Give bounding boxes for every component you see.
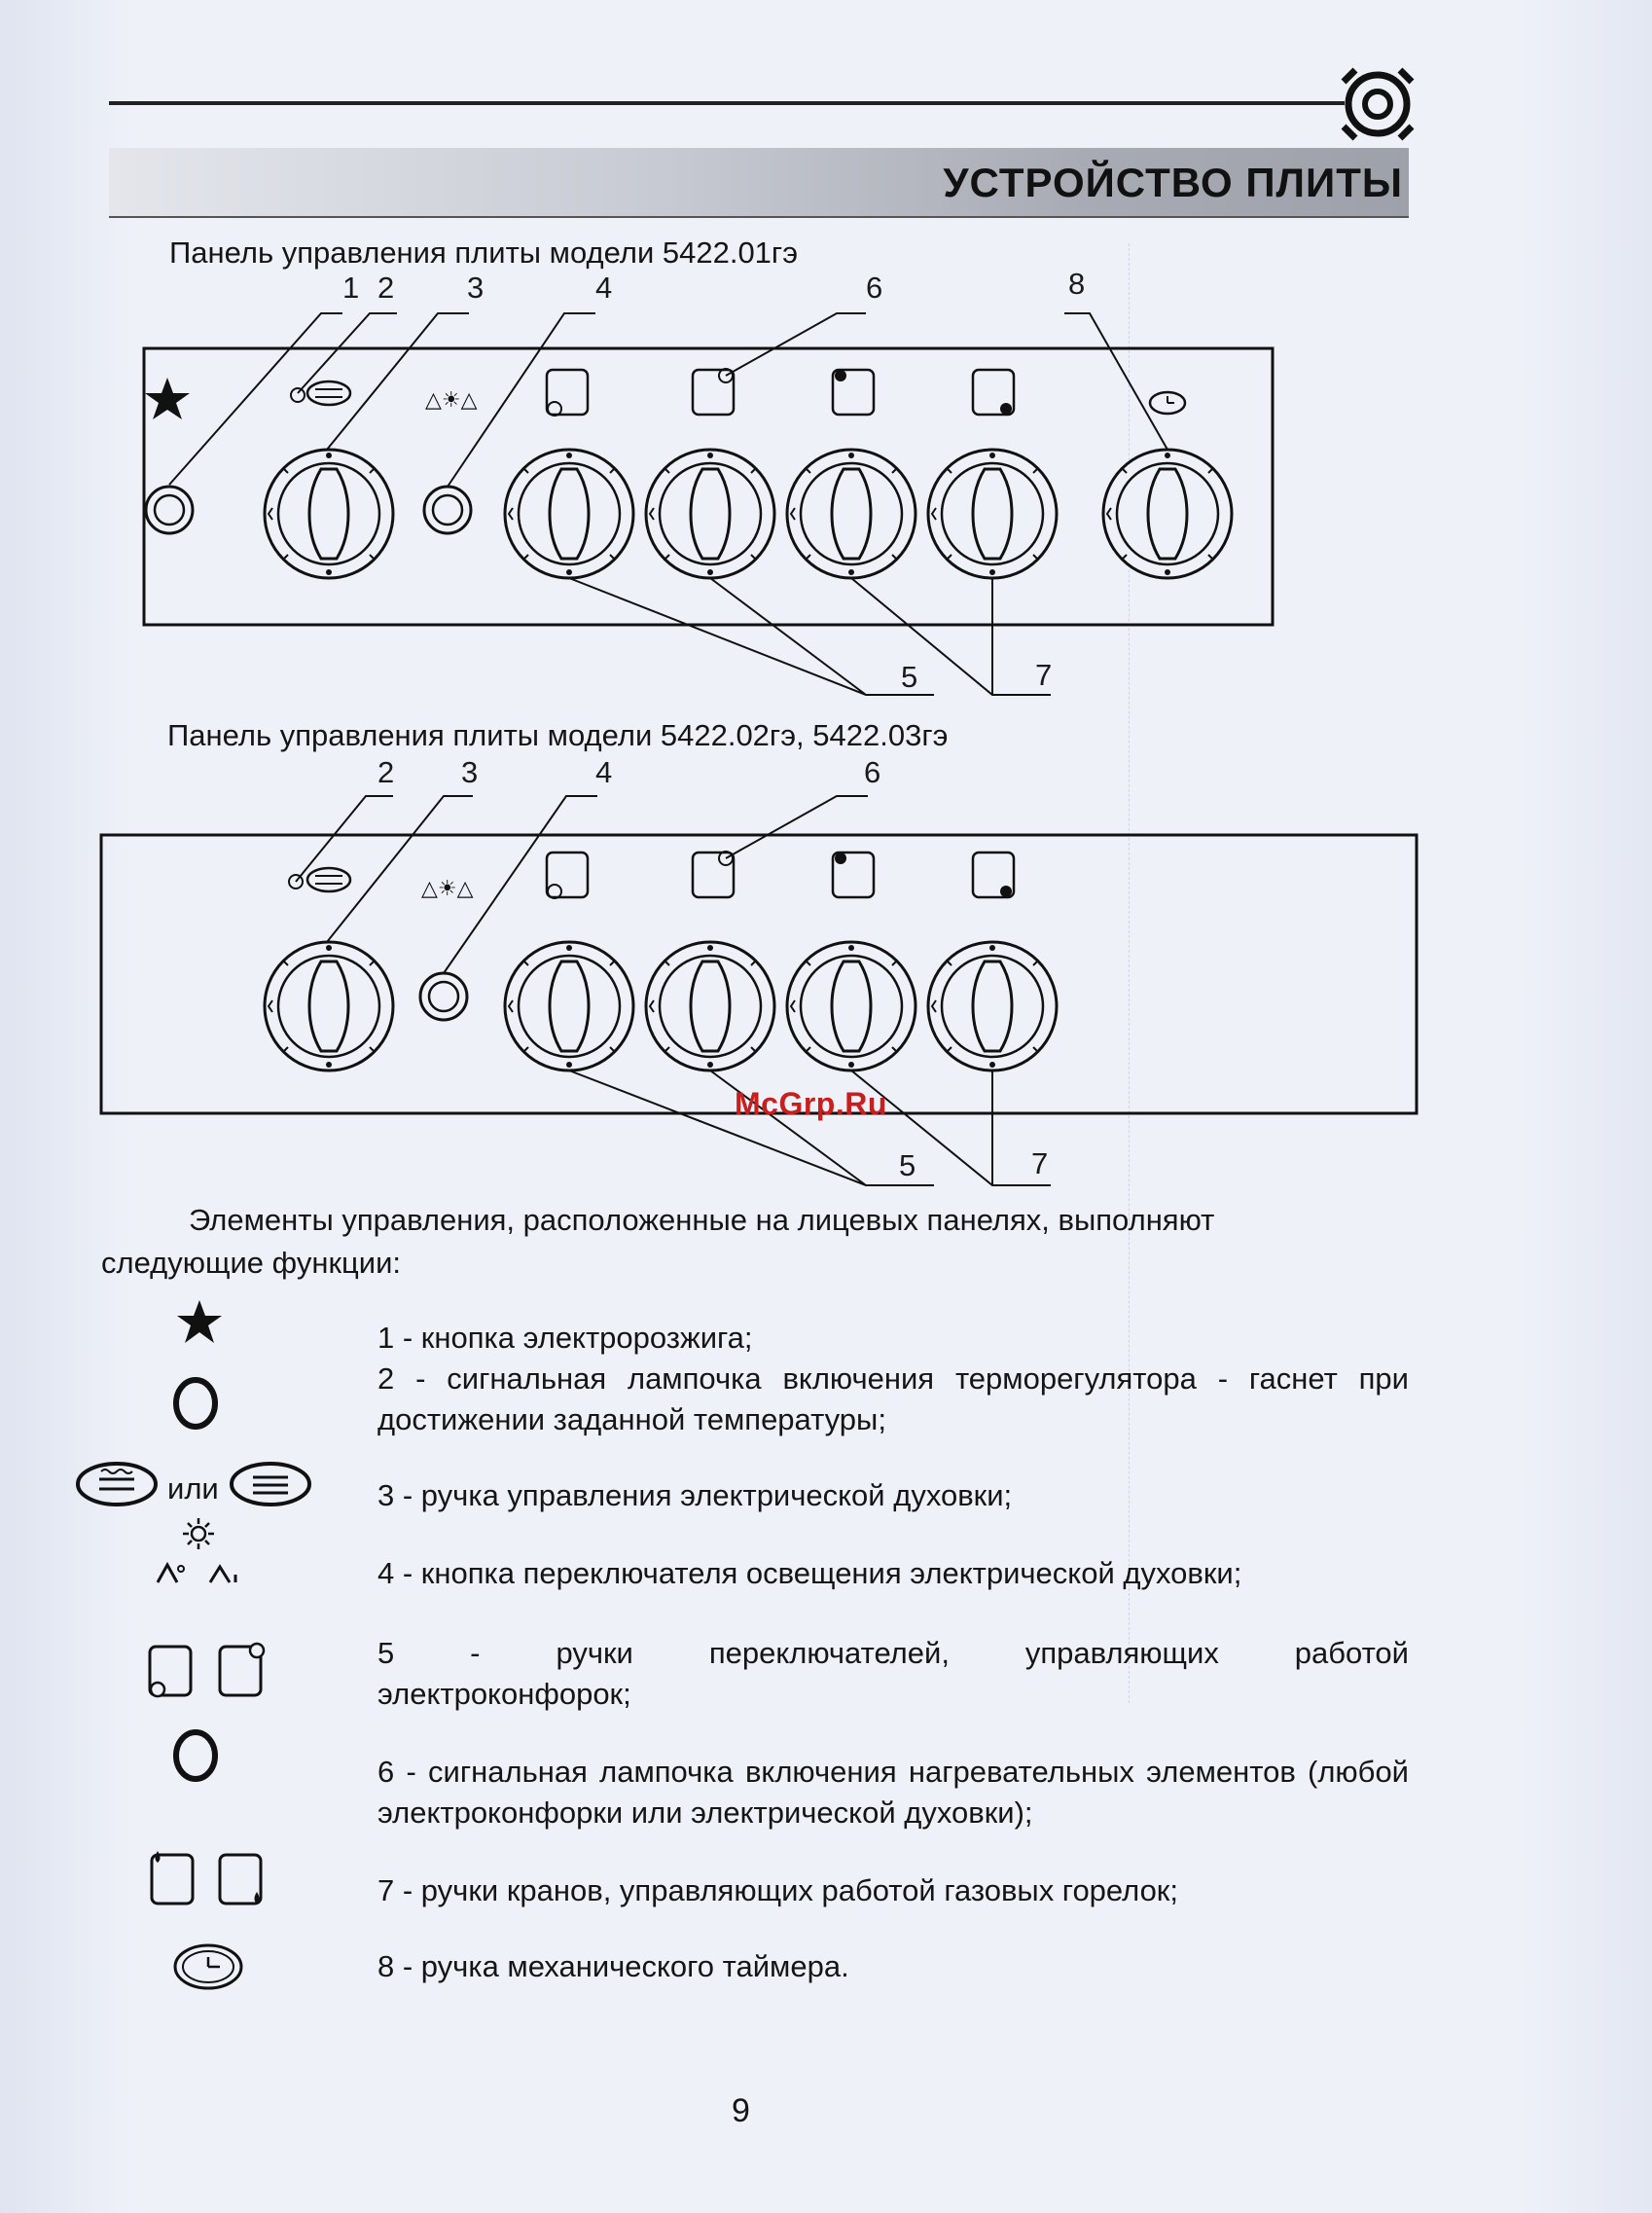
panel2-label-5: 5 [899, 1148, 916, 1182]
watermark-link[interactable]: McGrp.Ru [735, 1086, 887, 1121]
panel2-gas-knob-2 [928, 942, 1057, 1070]
intro-line-2: следующие функции: [101, 1246, 402, 1280]
oven-light-icon [150, 1514, 247, 1586]
panel1-label-8: 8 [1068, 267, 1086, 301]
panel2-oven-knob [265, 942, 393, 1070]
intro-line-1: Элементы управления, расположенные на лицевых панелях, выполняют [189, 1203, 1215, 1237]
hotplate-switch-icon [146, 1639, 272, 1701]
panel1-timer-knob [1103, 450, 1232, 578]
svg-text:△☀△: △☀△ [425, 388, 478, 413]
panel1-label-3: 3 [467, 271, 485, 305]
panel1-label-6: 6 [866, 271, 883, 305]
legend-item-4: 4 - кнопка переключателя освещения электрической духовки; [377, 1556, 1242, 1590]
panel2-hotplate-knob-1 [505, 942, 633, 1070]
page-title: УСТРОЙСТВО ПЛИТЫ [943, 160, 1403, 205]
or-label: или [167, 1471, 219, 1506]
indicator-lamp-icon [171, 1728, 220, 1783]
star-icon [175, 1298, 224, 1347]
panel1-label-5: 5 [901, 660, 918, 694]
gas-tap-icon [146, 1847, 272, 1909]
panel1-caption: Панель управления плиты модели 5422.01гэ [169, 236, 799, 270]
legend-item-6: 6 - сигнальная лампочка включения нагревательных элементов (любой электроконфорки или электрической духовки); [377, 1755, 1409, 1830]
panel2-label-2: 2 [377, 755, 395, 789]
legend-item-2: 2 - сигнальная лампочка включения терморегулятора - гаснет при достижении заданной температуры; [377, 1361, 1409, 1436]
panel1-gas-knob-1 [787, 450, 916, 578]
legend-item-1: 1 - кнопка электророзжига; [377, 1321, 753, 1355]
panel1-hotplate-knob-2 [646, 450, 774, 578]
panel1-label-7: 7 [1035, 658, 1053, 692]
svg-text:△☀△: △☀△ [421, 877, 474, 901]
panel2-hotplate-knob-2 [646, 942, 774, 1070]
panel1-oven-knob [265, 450, 393, 578]
panel1-ignition-button [146, 487, 193, 533]
oven-knob-icon [74, 1460, 162, 1508]
panel2-label-6: 6 [864, 755, 881, 789]
oven-knob-alt-icon [228, 1460, 315, 1508]
panel2-label-4: 4 [595, 755, 613, 789]
panel1-gas-knob-2 [928, 450, 1057, 578]
panel1-star-icon [145, 378, 190, 419]
page-number: 9 [732, 2092, 750, 2129]
panel2-label-3: 3 [461, 755, 479, 789]
panel1-label-4: 4 [595, 271, 613, 305]
panel1-label-1: 1 [342, 271, 360, 305]
panel1-hotplate-knob-1 [505, 450, 633, 578]
legend-item-3: 3 - ручка управления электрической духовки; [377, 1478, 1013, 1512]
lamp-ring-icon [171, 1376, 220, 1431]
timer-icon [171, 1941, 245, 1993]
panel2-gas-knob-1 [787, 942, 916, 1070]
panel2-oven-lamp [420, 973, 467, 1020]
legend-item-5: 5 - ручки переключателей, управляющих работой электроконфорок; [377, 1636, 1409, 1711]
legend-item-8: 8 - ручка механического таймера. [377, 1949, 849, 1983]
panel1-label-2: 2 [377, 271, 395, 305]
legend-item-7: 7 - ручки кранов, управляющих работой газовых горелок; [377, 1873, 1178, 1907]
panel2-caption: Панель управления плиты модели 5422.02гэ, 5422.03гэ [167, 718, 949, 752]
panel1-oven-icon [307, 381, 350, 405]
panel2-label-7: 7 [1031, 1146, 1049, 1180]
functions-intro [101, 1199, 1385, 1285]
panel1-oven-lamp [424, 487, 471, 533]
